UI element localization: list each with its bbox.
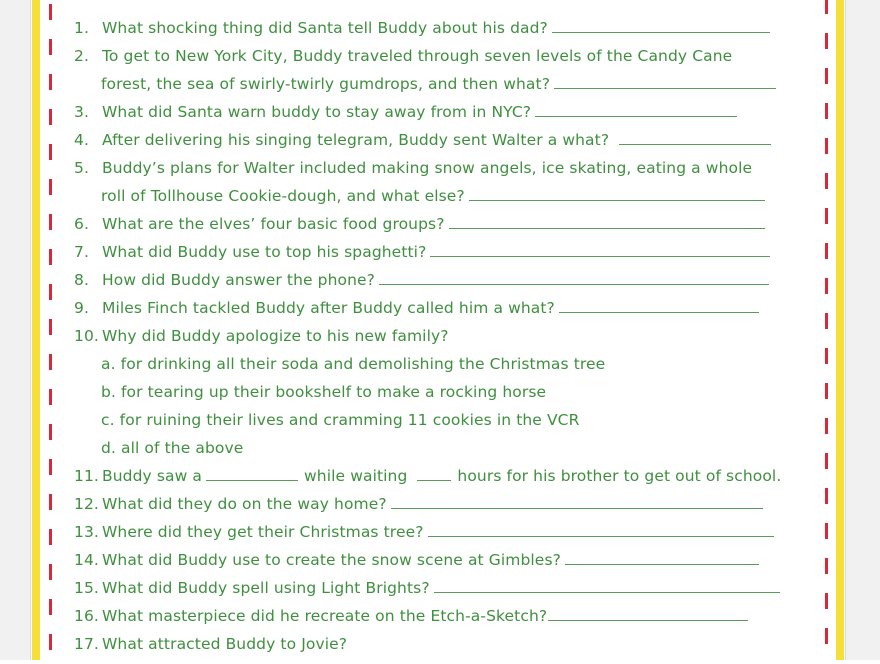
answer-blank[interactable] bbox=[449, 214, 765, 229]
red-dashed-border-left bbox=[49, 4, 52, 664]
question-2: 2. To get to New York City, Buddy traveled through seven levels of the Candy Cane bbox=[74, 47, 733, 65]
question-2-continued: forest, the sea of swirly-twirly gumdrops, and then what? bbox=[101, 74, 776, 94]
question-10-option-c: c. for ruining their lives and cramming 11 cookies in the VCR bbox=[101, 411, 580, 429]
answer-blank[interactable] bbox=[565, 550, 759, 565]
answer-blank[interactable] bbox=[391, 494, 763, 509]
answer-blank[interactable] bbox=[430, 242, 770, 257]
question-17: 17. What attracted Buddy to Jovie? bbox=[74, 635, 348, 653]
question-9: 9. Miles Finch tackled Buddy after Buddy called him a what? bbox=[74, 298, 759, 318]
question-4: 4. After delivering his singing telegram, Buddy sent Walter a what? bbox=[74, 130, 771, 150]
question-16: 16. What masterpiece did he recreate on the Etch-a-Sketch? bbox=[74, 606, 748, 626]
answer-blank[interactable] bbox=[559, 298, 759, 313]
question-10-option-b: b. for tearing up their bookshelf to make a rocking horse bbox=[101, 383, 547, 401]
answer-blank[interactable] bbox=[554, 74, 776, 89]
answer-blank[interactable] bbox=[379, 270, 769, 285]
answer-blank[interactable] bbox=[206, 466, 298, 481]
question-10-option-d: d. all of the above bbox=[101, 439, 244, 457]
answer-blank[interactable] bbox=[535, 102, 737, 117]
answer-blank[interactable] bbox=[469, 186, 765, 201]
answer-blank[interactable] bbox=[619, 130, 771, 145]
question-6: 6. What are the elves’ four basic food groups? bbox=[74, 214, 765, 234]
question-10-option-a: a. for drinking all their soda and demolishing the Christmas tree bbox=[101, 355, 606, 373]
question-1: 1. What shocking thing did Santa tell Buddy about his dad? bbox=[74, 18, 770, 38]
answer-blank[interactable] bbox=[548, 606, 748, 621]
question-3: 3. What did Santa warn buddy to stay away from in NYC? bbox=[74, 102, 737, 122]
answer-blank[interactable] bbox=[417, 466, 451, 481]
yellow-border-left bbox=[32, 0, 40, 660]
question-12: 12. What did they do on the way home? bbox=[74, 494, 763, 514]
question-5-continued: roll of Tollhouse Cookie-dough, and what else? bbox=[101, 186, 765, 206]
question-10: 10. Why did Buddy apologize to his new family? bbox=[74, 327, 449, 345]
question-14: 14. What did Buddy use to create the snow scene at Gimbles? bbox=[74, 550, 759, 570]
answer-blank[interactable] bbox=[428, 522, 774, 537]
answer-blank[interactable] bbox=[552, 18, 770, 33]
question-7: 7. What did Buddy use to top his spaghetti? bbox=[74, 242, 770, 262]
page-margin-left bbox=[0, 0, 31, 660]
question-13: 13. Where did they get their Christmas tree? bbox=[74, 522, 774, 542]
question-11: 11. Buddy saw a while waiting hours for his brother to get out of school. bbox=[74, 467, 782, 485]
question-8: 8. How did Buddy answer the phone? bbox=[74, 270, 769, 290]
yellow-border-right bbox=[836, 0, 844, 660]
red-dashed-border-right bbox=[825, 0, 828, 658]
question-15: 15. What did Buddy spell using Light Brights? bbox=[74, 578, 780, 598]
page-margin-right bbox=[845, 0, 880, 660]
worksheet bbox=[60, 0, 820, 660]
answer-blank[interactable] bbox=[434, 578, 780, 593]
question-5: 5. Buddy’s plans for Walter included making snow angels, ice skating, eating a whole bbox=[74, 159, 753, 177]
